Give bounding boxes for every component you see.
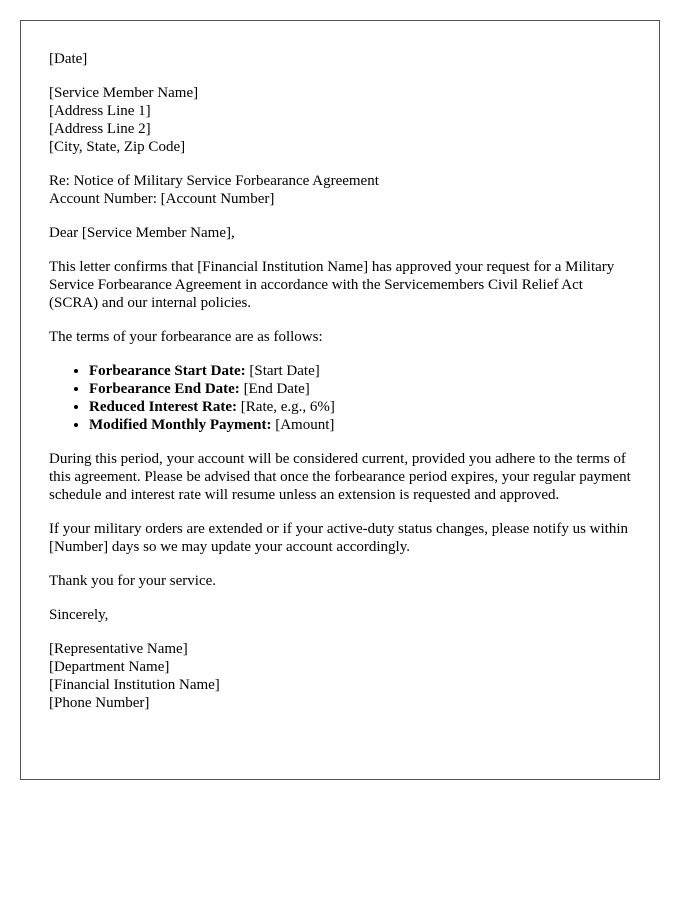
- recipient-city-state-zip: [City, State, Zip Code]: [49, 139, 186, 155]
- thanks-line: Thank you for your service.: [49, 573, 217, 589]
- signature-block: [49, 640, 631, 712]
- list-item: [89, 362, 631, 380]
- recipient-address-line-1: [Address Line 1]: [49, 103, 151, 119]
- term-label: Forbearance End Date:: [89, 381, 240, 397]
- term-value: [Amount]: [271, 417, 335, 433]
- list-item: [89, 416, 631, 434]
- recipient-name: [Service Member Name]: [49, 85, 199, 101]
- list-item: [89, 380, 631, 398]
- period-paragraph: During this period, your account will be considered current, provided you adhere to the terms of this agreement. Please be advised that once the forbearance period expires, your regular payment schedule and interest rate will resume unless an extension is requested and approved.: [49, 451, 631, 503]
- recipient-address-line-2: [Address Line 2]: [49, 121, 151, 137]
- term-label: Reduced Interest Rate:: [89, 399, 238, 415]
- subject-re-line: Re: Notice of Military Service Forbearance Agreement: [49, 173, 379, 189]
- subject-block: [49, 172, 631, 208]
- salutation: Dear [Service Member Name],: [49, 225, 235, 241]
- terms-list: [49, 362, 631, 434]
- term-label: Forbearance Start Date:: [89, 363, 246, 379]
- account-number-line: Account Number: [Account Number]: [49, 191, 275, 207]
- closing-line: Sincerely,: [49, 607, 109, 623]
- term-label: Modified Monthly Payment:: [89, 417, 272, 433]
- recipient-address: [49, 84, 631, 156]
- intro-paragraph: This letter confirms that [Financial Institution Name] has approved your request for a Military Service Forbearance Agreement in accordance with the Servicemembers Civil Relief Act (SCRA) and our internal policies.: [49, 259, 615, 311]
- letter-date: [49, 50, 631, 68]
- phone-number: [Phone Number]: [49, 695, 150, 711]
- department-name: [Department Name]: [49, 659, 170, 675]
- term-value: [Rate, e.g., 6%]: [237, 399, 335, 415]
- term-value: [Start Date]: [245, 363, 320, 379]
- date-text: [Date]: [49, 51, 88, 67]
- letter-page: [20, 20, 660, 780]
- institution-name: [Financial Institution Name]: [49, 677, 220, 693]
- term-value: [End Date]: [239, 381, 310, 397]
- orders-paragraph: If your military orders are extended or if your active-duty status changes, please notify us within [Number] days so we may update your account accordingly.: [49, 521, 628, 555]
- list-item: [89, 398, 631, 416]
- representative-name: [Representative Name]: [49, 641, 188, 657]
- terms-intro: The terms of your forbearance are as follows:: [49, 329, 323, 345]
